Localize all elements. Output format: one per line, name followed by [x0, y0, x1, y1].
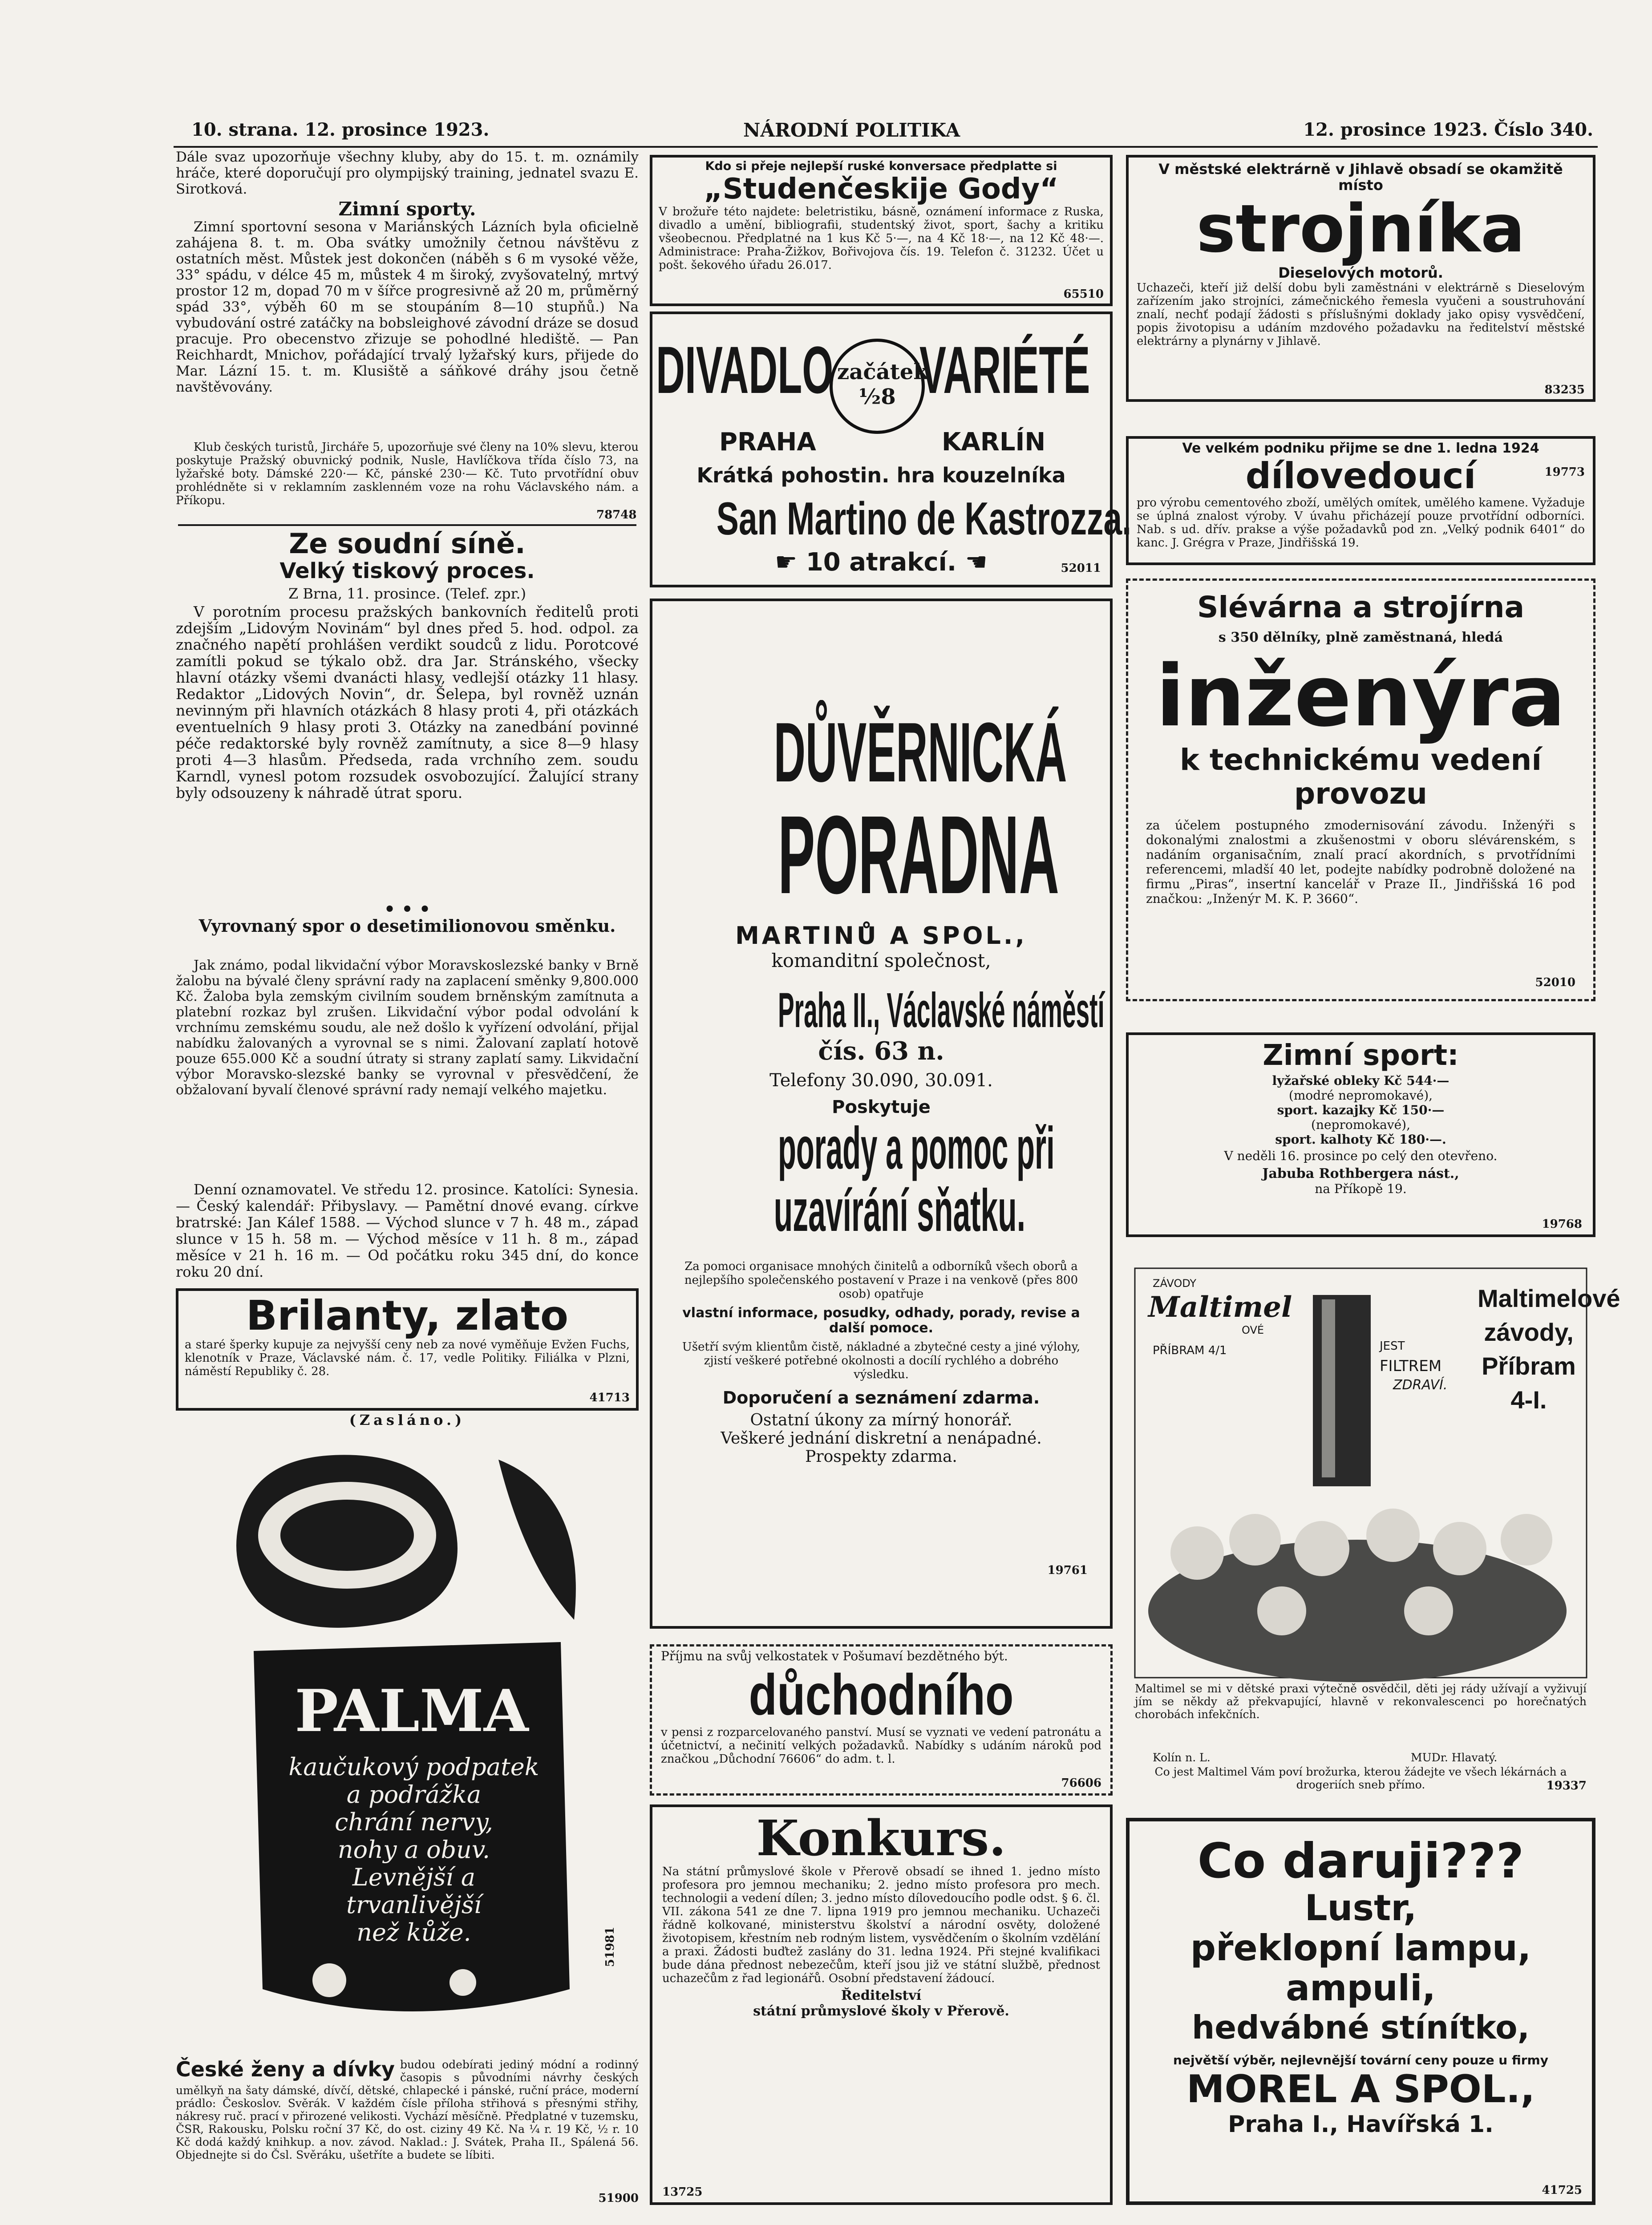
section-dots: • • • [384, 899, 431, 920]
co-title: Co daruji??? [1197, 1833, 1524, 1889]
malt-ove: OVÉ [1242, 1324, 1264, 1336]
konkurs-code: 13725 [662, 2185, 703, 2199]
maltimel-illustration [1135, 1268, 1620, 1678]
co-line-4: hedvábné stínítko, [1192, 2009, 1530, 2046]
malt-pribram: PŘÍBRAM 4/1 [1153, 1344, 1227, 1357]
stud-title: „Studenčeskije Gody“ [704, 173, 1059, 206]
zimni-sport-title: Zimní sport: [1263, 1039, 1459, 1072]
duv-uzavirani: uzavírání sňatku. [773, 1177, 1026, 1244]
vyrovnany-spor-title: Vyrovnaný spor o desetimilionovou směnku. [198, 916, 616, 936]
palma-line: kaučukový podpatek [288, 1753, 539, 1781]
slev-sub: s 350 dělníky, plně zaměstnaná, hledá [1218, 630, 1503, 645]
palma-code: 51981 [603, 1926, 617, 1967]
malt-zdravi: ZDRAVÍ. [1393, 1377, 1448, 1393]
jihlava-strojnika-ad [1126, 155, 1595, 402]
divadlo-variete-ad [650, 312, 1131, 587]
zimni-sporty-text: Zimní sportovní sesona v Mariánských Lázních byla oficielně zahájena 8. t. m. Oba svátky umožnily četnou návštěvu z ostatních měst. Můstek jest dokončen (náběh s 6 m vysoké věže, 33° spádu, v délce 45 m, můstek 4 m široký, zvyšovatelný, mrtvý prostor 12 m, dopad 70 m v šířce progresivně až 20 m, průměrný spád 33°, výběh 60 m se stoupáním 8—10 stupňů.) Na vybudování ostré zatáčky na bobsleighové závodní dráze se dosud pracuje. Pro obecenstvo zřizuje se pohodlné hlediště. — Pan Reichhardt, Mnichov, pořádající trvalý lyžařský kurs, přijede do Mar. Lázní 15. t. m. Klusiště a sáňkové dráhy jsou četně navštěvovány. [176, 219, 639, 395]
co-line-2: překlopní lampu, [1190, 1927, 1531, 1969]
zs-code: 19768 [1542, 1218, 1582, 1231]
konkurs-text: Na státní průmyslové škole v Přerově obsadí se ihned 1. jedno místo profesora pro jemnou mechaniku; 2. jedno místo profesora pro mech. technologii a vedení dílen; 3. jedno místo dílovedoucího podle odst. § 6. čl. VII. zákona 541 ze dne 7. lipna 1919 pro jemnou mechaniku. Uchazeči řádně kolkované, ministerstvu školství a národní osvěty, doložené životopisem, křestním neb rodným listem, vysvědčením o školním vzdělání a praxi. Žádosti buďtež zaslány do 31. ledna 1924. Při stejné kvalifikaci bude dána přednost nebezečům, kteří jsou již ve státní službě, přednost uchazečům z řad legionářů. Osobní představení žádoucí. [662, 1865, 1100, 1985]
strojnika-title: strojníka [1196, 190, 1525, 267]
header-date-left: 10. strana. 12. prosince 1923. [191, 119, 490, 140]
palma-line: Levnější a [352, 1863, 476, 1891]
star-ornament-2 [449, 1969, 476, 1996]
duv-code: 19761 [1047, 1564, 1088, 1577]
karlin-label: KARLÍN [942, 428, 1046, 457]
duv-text-4: Doporučení a seznámení zdarma. [722, 1388, 1040, 1408]
zaslano-label: (Zasláno.) [349, 1412, 466, 1428]
atrakci-label [652, 548, 1110, 577]
duv-text-5: Ostatní úkony za mírný honorář. [750, 1411, 1012, 1429]
zs-line: lyžařské obleky Kč 544·— [1272, 1073, 1450, 1088]
factory-chimney [1313, 1295, 1371, 1486]
maltimel-ad [1126, 1268, 1620, 1721]
brilanty-code: 41713 [589, 1391, 630, 1404]
duv-komanditni: komanditní společnost, [771, 950, 991, 971]
konkurs-sign-1: Ředitelství [841, 1988, 922, 2003]
diesel-label: Dieselových motorů. [1278, 264, 1443, 281]
konkurs-sign-2: státní průmyslové školy v Přerově. [753, 2003, 1009, 2019]
co-line-1: Lustr, [1304, 1887, 1417, 1929]
star-ornament [312, 1963, 346, 1997]
header-date-right: 12. prosince 1923. Číslo 340. [1303, 119, 1593, 140]
duv-telefony: Telefony 30.090, 30.091. [769, 1070, 993, 1091]
brilanty-title: Brilanty, zlato [246, 1292, 569, 1339]
child-head [1170, 1526, 1224, 1580]
co-adresa: Praha I., Havířská 1. [1228, 2111, 1494, 2138]
duchodniho-text: v pensi z rozparcelovaného panství. Musí se vyznati ve vedení patronátu a účetnictví, a nečinití velkých požadavků. Nabídky s udáním nároků pod značkou „Důchodní 76606“ do adm. t. l. [661, 1726, 1101, 1766]
velky-tiskovy-proces-subtitle: Velký tiskový proces. [279, 558, 535, 583]
malt-jest: JEST [1380, 1339, 1405, 1353]
duv-poskytuje: Poskytuje [832, 1097, 931, 1117]
zs-line: sport. kazajky Kč 150·— [1277, 1103, 1445, 1117]
palma-ad [187, 1433, 628, 2056]
jihlava-top: V městské elektrárně v Jihlavě obsadí se okamžitě místo [1158, 161, 1563, 194]
malt-right: Maltimelové závody, Příbram 4-I. [1478, 1284, 1620, 1414]
slev-title: Slévárna a strojírna [1197, 590, 1525, 624]
san-martino: San Martino de Kastrozza. [716, 493, 1131, 545]
vyrovnany-spor-text: Jak známo, podal likvidační výbor Moravskoslezské banky v Brně žalobu na bývalé členy správní rady na zaplacení směnky 9,800.000 Kč. Žaloba byla zemským civilním soudem brněnským zamítnuta a platební rozkaz byl zrušen. Likvidační výbor podal odvolání k vrchnímu zemskému soudu, ale než došlo k vyřízení odvolání, přijal nabídku žalovaných a vyrovnal se s nimi. Žalovaní zaplatí hotově pouze 655.000 Kč a soudní útraty si strany zaplatí samy. Likvidační výbor Moravsko-slezské banky se vyrovnal v přesvědčení, že obžalovaní byvalí členové správní rady nemají velkého majetku. [176, 958, 639, 1098]
dilovedouci-title: dílovedoucí [1245, 455, 1476, 497]
klub-code: 78748 [596, 508, 637, 522]
malt-text: Maltimel se mi v dětské praxi výtečně osvědčil, děti jej rády užívají a vyživují jím se někdy až překvapující, hlavně v rekonvalescenci po horečnatých chorobách infekčních. [1135, 1682, 1587, 1721]
zimni-sporty-title: Zimní sporty. [338, 198, 476, 220]
co-firm: MOREL A SPOL., [1186, 2067, 1535, 2112]
inzenyra-title: inženýra [1156, 647, 1566, 745]
palma-line: nohy a obuv. [337, 1836, 490, 1864]
studenceskije-ad [650, 155, 1113, 306]
child-head-5 [1433, 1522, 1486, 1575]
palma-line: než kůže. [356, 1918, 471, 1946]
slev-code: 52010 [1535, 976, 1575, 989]
palma-title: PALMA [295, 1677, 529, 1745]
duv-porady: porady a pomoc při [778, 1115, 1055, 1181]
prijmu-text: Příjmu na svůj velkostatek v Pošumaví bezdětného být. [661, 1649, 1008, 1663]
dilovedouci-ad [1126, 436, 1595, 565]
stud-text: V brožuře této najdete: beletristiku, básně, oznámení informace z Ruska, divadlo a umění, bibliografii, studentský život, sport, šachy a kritiku všeobecnou. Předplatné na 1 kus Kč 5·—, na 4 Kč 18·—, na 12 Kč 48·—. Administrace: Praha-Žižkov, Bořivojova čís. 19. Telefon č. 31232. Účet u pošt. šekového úřadu 26.017. [659, 205, 1104, 272]
zs-nedeli: V neděli 16. prosince po celý den otevřeno. [1224, 1149, 1498, 1163]
header-rule [174, 146, 1598, 148]
velky-code: 19773 [1544, 465, 1585, 479]
palma-line: a podrážka [346, 1780, 482, 1808]
duv-text-3: Ušetří svým klientům čistě, nákladné a zbytečné cesty a jiné výlohy, zjistí veškeré potřebné okolnosti a docílí rychlého a dobrého výsledku. [682, 1340, 1081, 1381]
stud-top: Kdo si přeje nejlepší ruské konversace předplatte si [705, 159, 1057, 173]
zs-firm: Jabuba Rothbergera nást., [1262, 1166, 1459, 1181]
zs-line: (nepromokavé), [1311, 1117, 1410, 1132]
duv-text-6: Veškeré jednání diskretní a nenápadné. [721, 1429, 1042, 1448]
hand-icon-right: ☚ [956, 548, 988, 577]
malt-mudr: MUDr. Hlavatý. [1411, 1751, 1498, 1764]
praha-label: PRAHA [719, 428, 816, 457]
ceske-zeny-ad [176, 2058, 639, 2205]
brilanty-ad [176, 1288, 639, 1411]
malt-kolin: Kolín n. L. [1153, 1751, 1211, 1764]
malt-zavody: ZÁVODY [1153, 1277, 1197, 1290]
denni-oznamovatel-text: Denní oznamovatel. Ve středu 12. prosince. Katolíci: Synesia. — Český kalendář: Přibyslavy. — Pamětní dnové evang. církve bratrské: Jan Kálef 1588. — Východ slunce v 7 h. 48 m., západ slunce v 15 h. 58 m. — Východ měsíce v 11 h. 8 m., západ měsíce v 21 h. 16 m. — Od počátku roku 345 dní, do konce roku 20 dní. [176, 1181, 639, 1280]
slev-text: za účelem postupného zmodernisování závodu. Inženýři s dokonalými znalostmi a zkušenostmi v oboru slévárenském, s nadáním organisačním, znalí prací akordních, s prvotřídními referencemi, mladší 40 let, podejte nabídky podrobně doložené na firmu „Piras“, insertní kancelář v Praze II., Jindřišská 16 pod značkou: „Inženýr M. K. P. 3660“. [1146, 818, 1575, 906]
velky-top: Ve velkém podniku přijme se dne 1. ledna 1924 [1182, 441, 1539, 456]
malt-filtrem: FILTREM [1380, 1357, 1442, 1375]
divadlo-code: 52011 [1061, 562, 1101, 575]
variete-label: VARIÉTÉ [919, 332, 1090, 407]
duchodniho-title: důchodního [749, 1662, 1014, 1727]
co-daruji-ad [1126, 1818, 1595, 2205]
co-code: 41725 [1542, 2184, 1582, 2197]
soud-dateline: Z Brna, 11. prosince. (Telef. zpr.) [288, 585, 526, 602]
slev-provozu: provozu [1294, 777, 1427, 811]
maltimel-footer [1135, 1751, 1587, 1818]
zs-list [1139, 1073, 1582, 1147]
malt-code: 19337 [1546, 1779, 1587, 1792]
leaf-shape [498, 1460, 576, 1620]
page-header [191, 119, 1593, 146]
co-small: největší výběr, nejlevnější tovární ceny pouze u firmy [1173, 2053, 1548, 2067]
duv-text-7: Prospekty zdarma. [805, 1448, 957, 1466]
duv-title-2: PORADNA [778, 793, 1059, 917]
child-head-7 [1257, 1586, 1306, 1635]
child-head-3 [1294, 1521, 1349, 1576]
palma-slogan [267, 1753, 561, 1946]
velky-text: pro výrobu cementového zboží, umělých omítek, umělého kamene. Vyžaduje se úplná znalost výroby. V úvahu přicházejí pouze prvotřídní odborníci. Nab. s ud. dřív. prakse a výše požadavků pod zn. „Velký podnik 6401“ do kanc. J. Grégra v Praze, Jindřišská 19. [1137, 496, 1585, 550]
soud-article-text: V porotním procesu pražských bankovních ředitelů proti zdejším „Lidovým Novinám“ byl dnes před 5. hod. odpol. za značného napětí prohlášen verdikt soudců z lidu. Porotcové zamítli pokud se týkalo obž. dra Jar. Stránského, všecky hlavní otázky všemi dvanácti hlasy, vedlejší otázky 11 hlasy. Redaktor „Lidových Novin“, dr. Šelepa, byl rovněž uznán nevinným při hlavních otázkách 8 hlasy proti 4, při otázkách eventuelních 9 hlasy proti 3. Otázky na zanedbání povinné péče redaktorské byly rovněž zamítnuty, a sice 8—9 hlasy proti 4—3 hlasům. Předseda, rada vrchního zem. soudu Karndl, vynesl potom rozsudek osvobozující. Žalující strany byly odsouzeny k náhradě útrat sporu. [176, 603, 639, 801]
col1-divider [178, 524, 636, 526]
duv-text-2: vlastní informace, posudky, odhady, porady, revise a další pomoce. [682, 1305, 1080, 1336]
atrakci-text: 10 atrakcí. [806, 548, 957, 577]
duchodniho-code: 76606 [1061, 1776, 1101, 1790]
heel-rim [280, 1500, 414, 1571]
kratka-hra: Krátká pohostin. hra kouzelníka [696, 463, 1066, 487]
duchodniho-ad [650, 1644, 1113, 1796]
child-head-6 [1501, 1514, 1552, 1566]
jihlava-text: Uchazeči, kteří již delší dobu byli zaměstnáni v elektrárně s Dieselovým zařízením jako strojníci, zámečnického řemesla vyučeni a soustruhování znalí, nechť podají žádosti s příslušnými doklady jako opisy vysvědčení, popis životopisu a udáním mzdového požadavku na ředitelství městské elektrárny a plynárny v Jihlavě. [1137, 281, 1585, 348]
duvernicka-poradna-ad [650, 599, 1113, 1629]
brilanty-text: a staré šperky kupuje za nejvyšší ceny neb za nové vyměňuje Evžen Fuchs, klenotník v Praze, Václavské nám. č. 17, vedle Politiky. Filiálka v Plzni, náměstí Republiky č. 28. [185, 1338, 630, 1378]
jihlava-code: 83235 [1544, 383, 1585, 396]
child-head-2 [1229, 1514, 1281, 1566]
co-line-3: ampuli, [1286, 1967, 1436, 2009]
konkurs-ad [650, 1804, 1113, 2205]
child-head-4 [1366, 1509, 1420, 1562]
zacatek-label: začátek ½8 [837, 360, 928, 409]
klub-turistu-text: Klub českých turistů, Jircháře 5, upozorňuje své členy na 10% slevu, kterou poskytuje Pražský obuvnický podnik, Nusle, Havlíčkova třída číslo 73, na lyžařské boty. Dámské 220·— Kč, pánské 230·— Kč. Tuto prvotřídní obuv prohlédněte si v reklamním zasklenném voze na rohu Václavského nám. a Příkopu. [176, 441, 639, 507]
konkurs-title: Konkurs. [756, 1809, 1006, 1867]
duv-text-1: Za pomoci organisace mnohých činitelů a odborníků všech oborů a nejlepšího společenského postavení v Praze i na venkově (přes 800 osob) opatřuje [684, 1260, 1078, 1301]
stud-code: 65510 [1063, 287, 1104, 301]
divadlo-label: DIVADLO [656, 332, 834, 407]
slev-technickemu: k technickému vedení [1179, 743, 1542, 777]
factory-chimney-light [1322, 1299, 1335, 1477]
ceske-zeny-title: České ženy a dívky [176, 2057, 395, 2081]
duv-title-1: DŮVĚRNICKÁ [773, 705, 1067, 800]
ceske-zeny-code: 51900 [598, 2192, 639, 2205]
duv-firm: MARTINŮ A SPOL., [735, 922, 1027, 950]
zacatek-circle [830, 339, 928, 434]
malt-foot: Co jest Maltimel Vám poví brožurka, kterou žádejte ve všech lékárnách a drogeriích sneb přímo. [1154, 1765, 1567, 1791]
palma-line: chrání nervy, [335, 1808, 493, 1836]
newspaper-title: NÁRODNÍ POLITIKA [743, 119, 960, 141]
article-intro: Dále svaz upozorňuje všechny kluby, aby do 15. t. m. oznámily hráče, které doporučují pro olympijský training, jednatel svazu E. Sirotková. [176, 149, 639, 197]
slevarna-ad [1126, 578, 1595, 1001]
duv-cislo: čís. 63 n. [818, 1036, 944, 1066]
palma-line: trvanlivější [346, 1891, 482, 1919]
duv-adresa: Praha II., Václavské náměstí [778, 983, 1105, 1038]
child-head-8 [1404, 1586, 1453, 1635]
zimni-sport-ad [1126, 1032, 1595, 1237]
hand-icon-left: ☛ [775, 548, 806, 577]
ze-soudni-sine-title: Ze soudní síně. [289, 527, 526, 560]
ceske-zeny-text: budou odebírati jediný módní a rodinný časopis s původními návrhy českých umělkyň na šaty dámské, dívčí, dětské, chlapecké i pánské, ruční práce, moderní prádlo: Českoslov. Svěrák. V každém čísle příloha střihová s přesnými střihy, nákresy ruč. prací v přirozené velikosti. Vychází měsíčně. Předplatné v tuzemsku, ČSR, Rakousku, Polsku roční 37 Kč, do ost. ciziny 49 Kč. Na ¼ r. 19 Kč, ½ r. 10 Kč dodá každý knihkup. a nov. závod. Naklad.: J. Svátek, Praha II., Spálená 56. Objednejte si do Čsl. Svěráku, ušetříte a budete se líbiti. [176, 2058, 639, 2161]
zs-line: (modré nepromokavé), [1288, 1088, 1433, 1103]
zs-adresa: na Příkopě 19. [1315, 1181, 1407, 1196]
malt-logo: Maltimel [1148, 1290, 1292, 1324]
zs-line: sport. kalhoty Kč 180·—. [1275, 1132, 1446, 1147]
